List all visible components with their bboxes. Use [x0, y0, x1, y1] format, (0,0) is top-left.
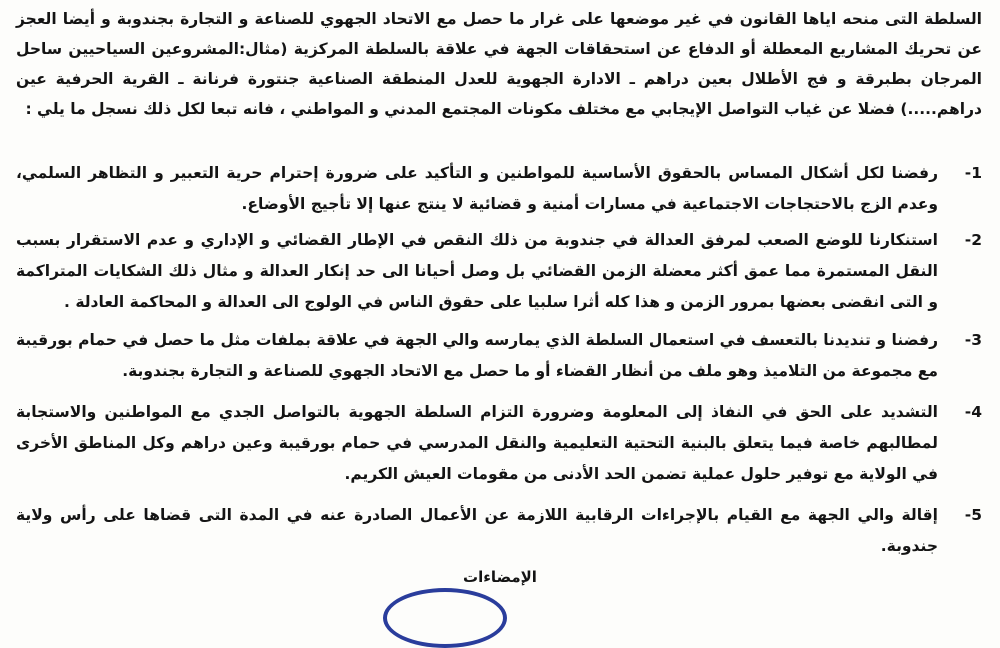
list-item	[16, 397, 982, 490]
list-item	[16, 225, 982, 318]
official-stamp	[383, 588, 507, 648]
list-item-text: استنكارنا للوضع الصعب لمرفق العدالة في جندوبة من ذلك النقص في الإطار القضائي و الإداري و عدم الاستقرار بسبب النقل المستمرة مما عمق أكثر معضلة الزمن القضائي بل وصل أحيانا الى حد إنكار العدالة و مثال ذلك الشكايات المتراكمة و التى انقضى بعضها بمرور الزمن و هذا كله أثرا سلبيا على حقوق الناس في الولوج الى العدالة و المحاكمة العادلة .	[16, 231, 938, 311]
list-item-number: -2	[964, 231, 982, 249]
list-item-number: -5	[964, 506, 982, 524]
intro-paragraph: السلطة التى منحه اياها القانون في غير موضعها على غرار ما حصل مع الاتحاد الجهوي للصناعة و التجارة بجندوبة و أيضا العجز عن تحريك المشاريع المعطلة أو الدفاع عن استحقاقات الجهة في علاقة بالسلطة المركزية (مثال:المشروعين السياحيين ساحل المرجان بطبرقة و فج الأطلال بعين دراهم ـ الادارة الجهوية للعدل المنطقة الصناعية جنتورة فرنانة ـ القرية الحرفية عين دراهم.....) فضلا عن غياب التواصل الإيجابي مع مختلف مكونات المجتمع المدني و المواطني ، فانه تبعا لكل ذلك نسجل ما يلي :	[16, 10, 982, 118]
list-item-number: -3	[964, 331, 982, 349]
list-item-number: -1	[964, 164, 982, 182]
list-item	[16, 500, 982, 562]
signatures-heading: الإمضاءات	[463, 568, 537, 586]
list-item-text: رفضنا لكل أشكال المساس بالحقوق الأساسية للمواطنين و التأكيد على ضرورة إحترام حرية التعبير و التظاهر السلمي، وعدم الزج بالاحتجاجات الاجتماعية في مسارات أمنية و قضائية لا ينتج عنها إلا تأجيج الأوضاع.	[16, 164, 938, 213]
list-item-text: التشديد على الحق في النفاذ إلى المعلومة وضرورة التزام السلطة الجهوية بالتواصل الجدي مع المواطنين والاستجابة لمطالبهم خاصة فيما يتعلق بالبنية التحتية التعليمية والنقل المدرسي في حمام بورقيبة وعين دراهم وكل المناطق الأخرى في الولاية مع توفير حلول عملية تضمن الحد الأدنى من مقومات العيش الكريم.	[16, 403, 938, 483]
list-item-text: إقالة والي الجهة مع القيام بالإجراءات الرقابية اللازمة عن الأعمال الصادرة عنه في المدة التى قضاها على رأس ولاية جندوبة.	[16, 506, 938, 555]
list-item	[16, 325, 982, 387]
list-item-text: رفضنا و تنديدنا بالتعسف في استعمال السلطة الذي يمارسه والي الجهة في علاقة بملفات مثل ما حصل في حمام بورقيبة مع مجموعة من التلاميذ وهو ملف من أنظار القضاء أو ما حصل مع الاتحاد الجهوي للصناعة و التجارة بجندوبة.	[16, 331, 938, 380]
list-item-number: -4	[964, 403, 982, 421]
list-item	[16, 158, 982, 220]
